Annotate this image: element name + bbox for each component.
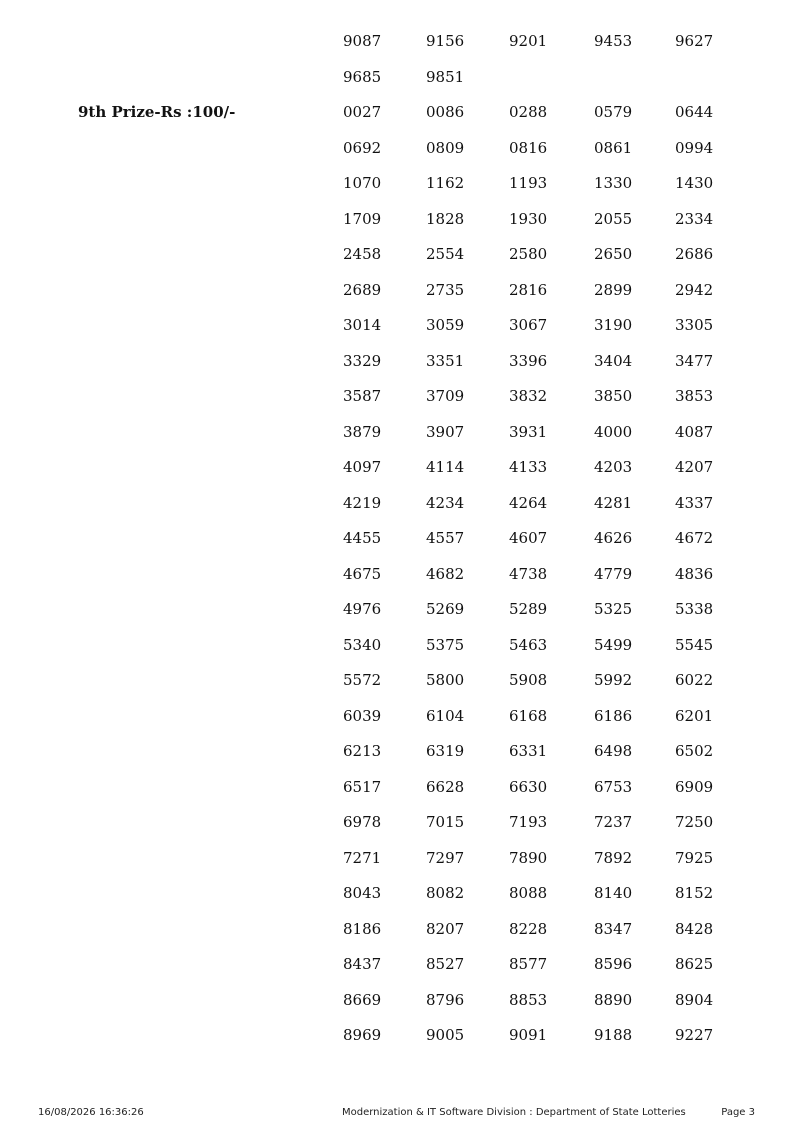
ticket-number: 5463: [509, 635, 548, 654]
ticket-number: 8596: [594, 955, 633, 973]
ticket-number: 4087: [675, 422, 714, 441]
ticket-number: 7271: [343, 848, 382, 867]
ticket-number: 3396: [509, 351, 548, 370]
ticket-number: 8527: [426, 955, 465, 973]
ticket-number: 1193: [509, 174, 548, 192]
ticket-number: 8853: [509, 990, 548, 1009]
ticket-number: 6039: [343, 706, 382, 725]
ticket-number: 8152: [675, 884, 714, 902]
ticket-number: 9188: [594, 1026, 633, 1044]
ticket-number: 0692: [343, 138, 382, 157]
ticket-number: 4219: [343, 493, 382, 512]
ticket-number: 4207: [675, 458, 714, 476]
ticket-number: 3853: [675, 387, 714, 405]
ticket-number: 4000: [594, 422, 633, 441]
ticket-number: 0816: [509, 138, 548, 157]
ticket-number: 9851: [426, 67, 465, 86]
ticket-number: 9087: [343, 32, 382, 50]
ticket-number: 3477: [675, 351, 714, 370]
ticket-number: 2689: [343, 280, 382, 299]
ticket-number: 4234: [426, 493, 465, 512]
ticket-number: 6213: [343, 742, 382, 760]
ticket-number: 2816: [509, 280, 548, 299]
ticket-number: 5289: [509, 600, 548, 618]
ticket-number: 2055: [594, 209, 633, 228]
ticket-number: 3329: [343, 351, 382, 370]
ticket-number: 8228: [509, 919, 548, 938]
ticket-number: 7015: [426, 813, 465, 831]
ticket-number: 0809: [426, 138, 465, 157]
ticket-number: 8577: [509, 955, 548, 973]
ticket-number: 4607: [509, 529, 548, 547]
ticket-number: 9156: [426, 32, 465, 50]
ticket-number: 3850: [594, 387, 633, 405]
ticket-number: 5572: [343, 671, 382, 689]
ticket-number: 4455: [343, 529, 382, 547]
ticket-number: 5325: [594, 600, 633, 618]
ticket-number: 4682: [426, 564, 465, 583]
ticket-number: 3587: [343, 387, 382, 405]
ticket-number: 8796: [426, 990, 465, 1009]
ticket-number: 3709: [426, 387, 465, 405]
footer-datetime: 16/08/2026 16:36:26: [38, 1107, 144, 1118]
ticket-number: 4779: [594, 564, 633, 583]
ticket-number: 3067: [509, 316, 548, 334]
ticket-number: 7925: [675, 848, 714, 867]
ticket-number: 3907: [426, 422, 465, 441]
ticket-number: 9201: [509, 32, 548, 50]
ticket-number: 9453: [594, 32, 633, 50]
ticket-number: 2650: [594, 245, 633, 263]
ticket-number: 6628: [426, 777, 465, 796]
ticket-number: 6319: [426, 742, 465, 760]
ticket-number: 8428: [675, 919, 714, 938]
ticket-number: 4281: [594, 493, 633, 512]
ticket-number: 2554: [426, 245, 465, 263]
ticket-number: 6201: [675, 706, 714, 725]
footer-page-number: Page 3: [721, 1107, 755, 1118]
ticket-number: 0644: [675, 103, 714, 121]
ticket-number: 4836: [675, 564, 714, 583]
ticket-number: 4976: [343, 600, 382, 618]
ticket-number: 2899: [594, 280, 633, 299]
ticket-number: 8207: [426, 919, 465, 938]
ticket-number: 4097: [343, 458, 382, 476]
ticket-number: 5269: [426, 600, 465, 618]
ticket-number: 3931: [509, 422, 548, 441]
ticket-number: 3014: [343, 316, 382, 334]
ticket-number: 1828: [426, 209, 465, 228]
ticket-number: 7193: [509, 813, 548, 831]
ticket-number: 1330: [594, 174, 633, 192]
ticket-number: 5338: [675, 600, 714, 618]
ticket-number: 7297: [426, 848, 465, 867]
ticket-number: 1070: [343, 174, 382, 192]
ticket-number: 4626: [594, 529, 633, 547]
ticket-number: 6753: [594, 777, 633, 796]
ticket-number: 7237: [594, 813, 633, 831]
ticket-number: 8890: [594, 990, 633, 1009]
ticket-number: 5499: [594, 635, 633, 654]
ticket-number: 4264: [509, 493, 548, 512]
ticket-number: 2735: [426, 280, 465, 299]
ticket-number: 4557: [426, 529, 465, 547]
ticket-number: 4203: [594, 458, 633, 476]
ticket-number: 8969: [343, 1026, 382, 1044]
ticket-number: 5545: [675, 635, 714, 654]
ticket-number: 7892: [594, 848, 633, 867]
ticket-number: 6186: [594, 706, 633, 725]
ticket-number: 2686: [675, 245, 714, 263]
ticket-number: 9685: [343, 67, 382, 86]
ticket-number: 3351: [426, 351, 465, 370]
ticket-number: 6978: [343, 813, 382, 831]
ticket-number: 7890: [509, 848, 548, 867]
ticket-number: 8082: [426, 884, 465, 902]
ticket-number: 1930: [509, 209, 548, 228]
ticket-number: 8669: [343, 990, 382, 1009]
ticket-number: 6104: [426, 706, 465, 725]
ticket-number: 8437: [343, 955, 382, 973]
ticket-number: 9627: [675, 32, 714, 50]
ticket-number: 8904: [675, 990, 714, 1009]
footer-division: Modernization & IT Software Division : Department of State Lotteries: [342, 1107, 686, 1118]
ticket-number: 6909: [675, 777, 714, 796]
ticket-number: 0994: [675, 138, 714, 157]
ticket-number: 6331: [509, 742, 548, 760]
ticket-number: 2942: [675, 280, 714, 299]
ticket-number: 4672: [675, 529, 714, 547]
ticket-number: 6517: [343, 777, 382, 796]
ticket-number: 6502: [675, 742, 714, 760]
ticket-number: 1162: [426, 174, 465, 192]
ticket-number: 4337: [675, 493, 714, 512]
ticket-number: 3832: [509, 387, 548, 405]
ticket-number: 8625: [675, 955, 714, 973]
ticket-number: 1709: [343, 209, 382, 228]
ticket-number: 3404: [594, 351, 633, 370]
ticket-number: 3059: [426, 316, 465, 334]
ticket-number: 5992: [594, 671, 633, 689]
ticket-number: 9227: [675, 1026, 714, 1044]
ticket-number: 0861: [594, 138, 633, 157]
ticket-number: 9005: [426, 1026, 465, 1044]
ticket-number: 1430: [675, 174, 714, 192]
ticket-number: 5340: [343, 635, 382, 654]
ticket-number: 9091: [509, 1026, 548, 1044]
ticket-number: 3879: [343, 422, 382, 441]
ticket-number: 4114: [426, 458, 465, 476]
prize-heading: 9th Prize-Rs :100/-: [78, 103, 236, 121]
ticket-number: 0027: [343, 103, 382, 121]
ticket-number: 8186: [343, 919, 382, 938]
ticket-number: 8347: [594, 919, 633, 938]
ticket-number: 0288: [509, 103, 548, 121]
ticket-number: 0579: [594, 103, 633, 121]
ticket-number: 8140: [594, 884, 633, 902]
ticket-number: 6630: [509, 777, 548, 796]
ticket-number: 2334: [675, 209, 714, 228]
ticket-number: 4675: [343, 564, 382, 583]
ticket-number: 6022: [675, 671, 714, 689]
ticket-number: 0086: [426, 103, 465, 121]
ticket-number: 2580: [509, 245, 548, 263]
ticket-number: 8088: [509, 884, 548, 902]
ticket-number: 7250: [675, 813, 714, 831]
ticket-number: 5800: [426, 671, 465, 689]
ticket-number: 2458: [343, 245, 382, 263]
ticket-number: 8043: [343, 884, 382, 902]
ticket-number: 6168: [509, 706, 548, 725]
ticket-number: 5375: [426, 635, 465, 654]
ticket-number: 5908: [509, 671, 548, 689]
ticket-number: 4738: [509, 564, 548, 583]
ticket-number: 3190: [594, 316, 633, 334]
ticket-number: 3305: [675, 316, 714, 334]
ticket-number: 4133: [509, 458, 548, 476]
ticket-number: 6498: [594, 742, 633, 760]
